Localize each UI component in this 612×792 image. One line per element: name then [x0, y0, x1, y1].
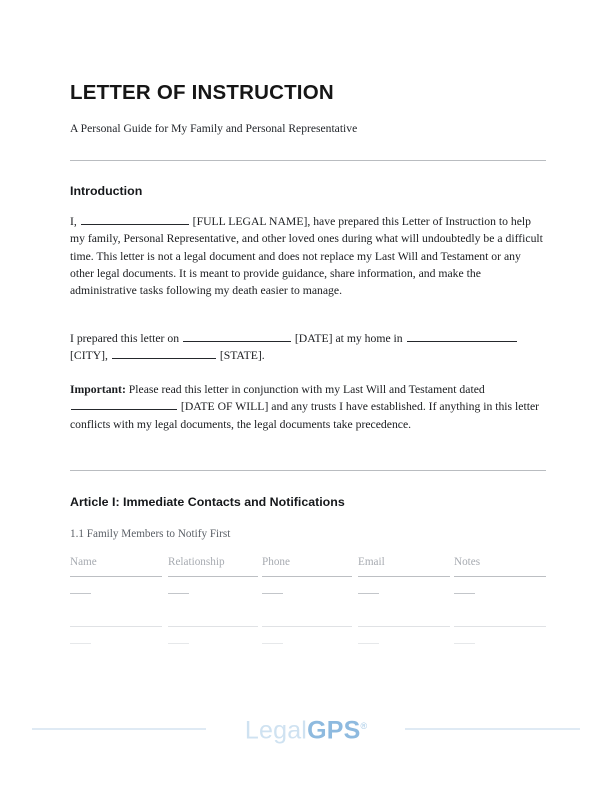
intro-p2-text-2: [DATE] at my home in	[291, 332, 406, 345]
column-header-phone: Phone	[262, 556, 290, 568]
table-cell-name[interactable]	[70, 576, 162, 594]
intro-paragraph-2	[70, 330, 544, 365]
column-header-email: Email	[358, 556, 385, 568]
table-cell-relationship[interactable]	[168, 626, 258, 644]
column-header-relationship: Relationship	[168, 556, 225, 568]
intro-p2-text-1: I prepared this letter on	[70, 332, 182, 345]
table-row	[70, 576, 546, 626]
logo-text-gps: GPS	[307, 716, 361, 745]
logo-text-legal: Legal	[244, 716, 308, 745]
intro-p2-text-3: [CITY],	[70, 349, 111, 363]
subsection-heading-1-1: 1.1 Family Members to Notify First	[70, 528, 231, 540]
blank-date[interactable]	[183, 331, 291, 342]
table-cell-relationship[interactable]	[168, 576, 258, 594]
table-cell-email[interactable]	[358, 576, 450, 594]
divider-top	[70, 160, 546, 161]
divider-article	[70, 470, 546, 471]
blank-city[interactable]	[407, 331, 517, 342]
table-cell-phone[interactable]	[262, 626, 352, 644]
table-cell-phone[interactable]	[262, 576, 352, 594]
intro-paragraph-3	[70, 381, 544, 433]
registered-trademark-icon: ®	[360, 721, 368, 731]
column-header-notes: Notes	[454, 556, 481, 568]
page-subtitle: A Personal Guide for My Family and Personal Representative	[70, 122, 358, 135]
blank-full-legal-name[interactable]	[81, 214, 189, 225]
table-cell-email[interactable]	[358, 626, 450, 644]
legalgps-logo	[0, 706, 612, 750]
blank-date-of-will[interactable]	[71, 400, 177, 411]
family-contacts-table	[70, 556, 546, 676]
intro-p3-text-2: [DATE OF WILL] and any trusts I have established. If anything in this letter conflicts with my legal documents, the legal documents take precedence.	[70, 400, 540, 431]
table-header-row	[70, 556, 546, 576]
important-label: Important:	[70, 383, 126, 396]
table-cell-notes[interactable]	[454, 576, 546, 594]
table-cell-notes[interactable]	[454, 626, 546, 644]
intro-p2-text-4: [STATE].	[216, 349, 265, 363]
intro-p3-text-1: Please read this letter in conjunction with my Last Will and Testament dated	[125, 383, 485, 396]
intro-paragraph-1	[70, 213, 544, 299]
column-header-name: Name	[70, 556, 97, 568]
table-row	[70, 626, 546, 676]
section-heading-article-1: Article I: Immediate Contacts and Notifications	[70, 495, 345, 509]
table-cell-name[interactable]	[70, 626, 162, 644]
page-footer	[0, 706, 612, 746]
page-title: LETTER OF INSTRUCTION	[70, 81, 334, 104]
section-heading-introduction: Introduction	[70, 184, 143, 198]
blank-state[interactable]	[112, 349, 216, 360]
intro-p1-text-1: I,	[70, 215, 80, 228]
intro-p1-text-2: [FULL LEGAL NAME], have prepared this Letter of Instruction to help my family, Personal Representative, and other loved ones during what will undoubtedly be a difficult time. This letter is not a legal document and does not replace my Last Will and Testament or any other legal documents. It is meant to provide guidance, share information, and make the administrative tasks following my death easier to manage.	[70, 215, 543, 298]
